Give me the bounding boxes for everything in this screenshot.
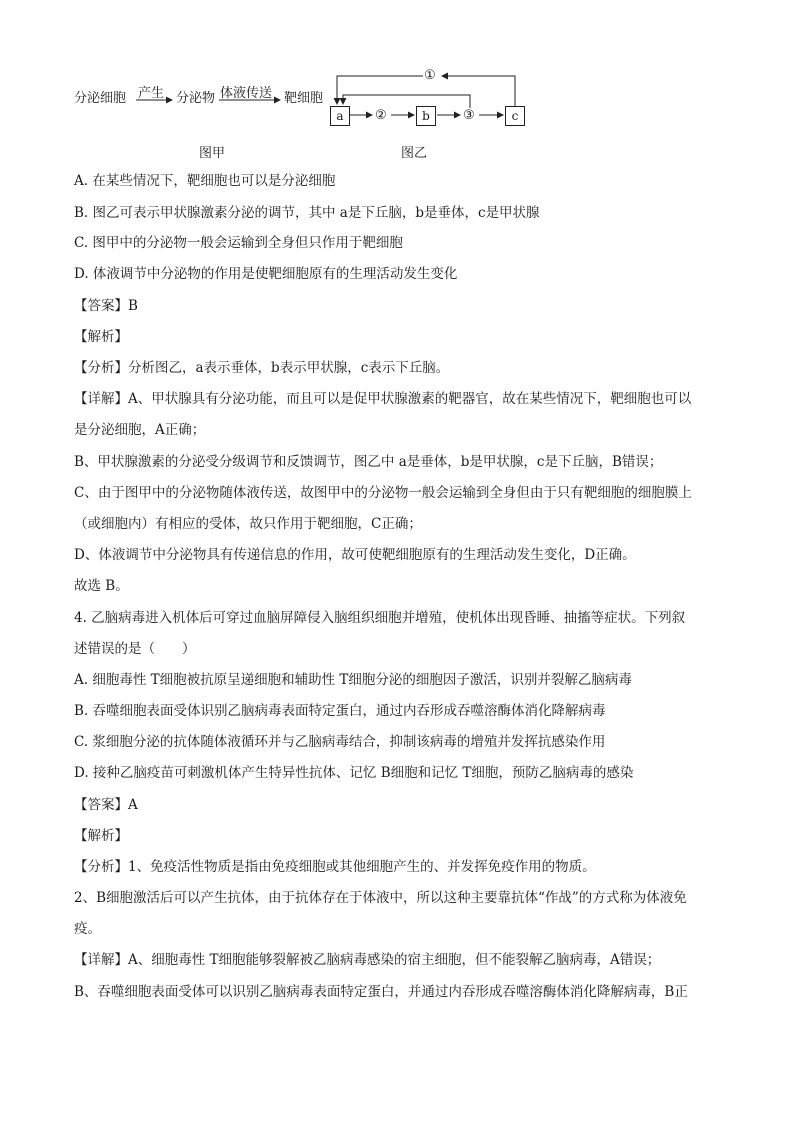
fig-yi-label-2: ② [375, 108, 387, 123]
q3-answer: 【答案】B [74, 298, 138, 314]
fig-yi-caption: 图乙 [401, 146, 428, 161]
q4-fenxi-2-2: 疫。 [74, 921, 101, 937]
q3-d-line: D、体液调节中分泌物具有传递信息的作用，故可使靶细胞原有的生理活动发生变化，D正确。 [74, 547, 636, 563]
fig-yi-label-1: ① [424, 68, 436, 83]
fig-jia-target: 靶细胞 [284, 91, 324, 106]
q4-b-line: B、吞噬细胞表面受体可以识别乙脑病毒表面特定蛋白，并通过内吞形成吞噬溶酶体消化降解病毒，B正 [74, 984, 688, 1000]
q4-option-c: C. 浆细胞分泌的抗体随体液循环并与乙脑病毒结合，抑制该病毒的增殖并发挥抗感染作用 [74, 734, 606, 750]
q4-analysis-heading: 【解析】 [74, 828, 128, 844]
q3-c-line-2: （或细胞内）有相应的受体，故只作用于靶细胞，C正确； [74, 516, 422, 532]
q3-conclusion: 故选 B。 [74, 578, 129, 594]
q3-analysis-heading: 【解析】 [74, 329, 128, 345]
q3-option-a: A. 在某些情况下，靶细胞也可以是分泌细胞 [74, 173, 336, 189]
q3-option-b: B. 图乙可表示甲状腺激素分泌的调节，其中 a是下丘脑，b是垂体，c是甲状腺 [74, 205, 540, 221]
figure-arrows [0, 0, 794, 200]
fig-yi-box-b: b [416, 106, 436, 126]
fig-yi-box-c: c [505, 106, 525, 126]
q4-option-b: B. 吞噬细胞表面受体识别乙脑病毒表面特定蛋白，通过内吞形成吞噬溶酶体消化降解病毒 [74, 703, 606, 719]
q3-option-c: C. 图甲中的分泌物一般会运输到全身但只作用于靶细胞 [74, 235, 403, 251]
q4-fenxi-1: 【分析】1、免疫活性物质是指由免疫细胞或其他细胞产生的、并发挥免疫作用的物质。 [74, 859, 596, 875]
fig-yi-arrow-c-1 [442, 76, 515, 106]
q3-xiangjie-2: 是分泌细胞，A正确； [74, 422, 206, 438]
q3-option-d: D. 体液调节中分泌物的作用是使靶细胞原有的生理活动发生变化 [74, 266, 458, 282]
q3-c-line-1: C、由于图甲中的分泌物随体液传送，故图甲中的分泌物一般会运输到全身但由于只有靶细胞的细胞膜上 [74, 485, 692, 501]
q4-fenxi-2-1: 2、B细胞激活后可以产生抗体，由于抗体存在于体液中，所以这种主要靠抗体“作战”的方式称为体液免 [74, 890, 687, 906]
fig-jia-caption: 图甲 [199, 146, 226, 161]
q4-stem-1: 4. 乙脑病毒进入机体后可穿过血脑屏障侵入脑组织细胞并增殖，使机体出现昏睡、抽搐等症状。下列叙 [74, 610, 686, 626]
fig-jia-arrow2-label: 体液传送 [220, 86, 273, 101]
fig-yi-box-a: a [330, 106, 350, 126]
q4-option-d: D. 接种乙脑疫苗可刺激机体产生特异性抗体、记忆 B细胞和记忆 T细胞，预防乙脑病毒的感染 [74, 765, 634, 781]
q4-option-a: A. 细胞毒性 T细胞被抗原呈递细胞和辅助性 T细胞分泌的细胞因子激活，识别并裂解乙脑病毒 [74, 672, 632, 688]
q4-xiangjie: 【详解】A、细胞毒性 T细胞能够裂解被乙脑病毒感染的宿主细胞，但不能裂解乙脑病毒，A错误； [74, 952, 661, 968]
q3-b-line: B、甲状腺激素的分泌受分级调节和反馈调节，图乙中 a是垂体，b是甲状腺，c是下丘脑，B错误； [74, 454, 663, 470]
q4-answer: 【答案】A [74, 797, 138, 813]
fig-yi-arrow-3-a [343, 95, 470, 108]
q3-fenxi: 【分析】分析图乙，a表示垂体，b表示甲状腺，c表示下丘脑。 [74, 360, 450, 376]
q4-stem-2: 述错误的是（ ） [74, 641, 196, 657]
fig-yi-label-3: ③ [463, 108, 475, 123]
fig-jia-source: 分泌细胞 [74, 91, 127, 106]
fig-yi-arrow-1-a [337, 76, 423, 104]
q3-xiangjie-1: 【详解】A、甲状腺具有分泌功能，而且可以是促甲状腺激素的靶器官，故在某些情况下，靶细胞也可以 [74, 391, 692, 407]
fig-jia-middle: 分泌物 [176, 91, 216, 106]
fig-jia-arrow1-label: 产生 [138, 86, 165, 101]
